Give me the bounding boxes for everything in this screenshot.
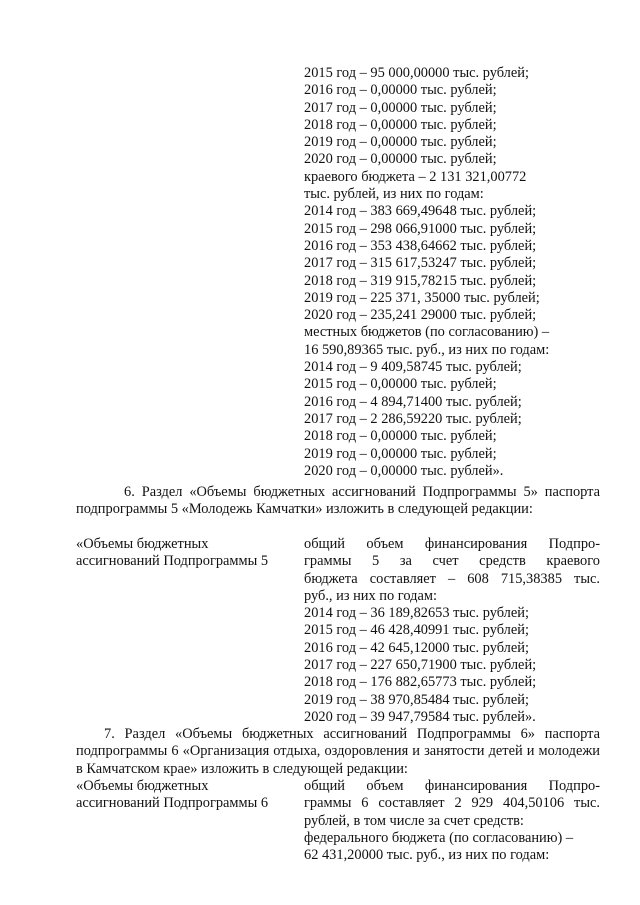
summary-line: бюджета составляет – 608 715,38385 тыс. [304,570,600,587]
summary-line: федерального бюджета (по согласованию) – [304,829,574,846]
label-line: «Объемы бюджетных [76,536,209,552]
list-line: 2016 год – 0,00000 тыс. рублей; [304,82,497,99]
section-7-label [76,778,296,813]
year-line: 2018 год – 176 882,65773 тыс. рублей; [304,674,537,691]
list-line: 2020 год – 235,241 29000 тыс. рублей; [304,307,537,324]
summary-line: общий объем финансирования Подпро- [304,778,600,794]
year-line: 2017 год – 227 650,71900 тыс. рублей; [304,657,537,674]
year-line: 2019 год – 38 970,85484 тыс. рублей; [304,691,529,708]
list-line: 2017 год – 315 617,53247 тыс. рублей; [304,255,537,272]
section-6-intro: 6. Раздел «Объемы бюджетных ассигнований Подпрограммы 5» паспорта подпрограммы 5 «Молодежь Камчатки» изложить в следующей редакции: [76,484,600,518]
summary-line: руб., из них по годам: [304,587,437,604]
list-line: 16 590,89365 тыс. руб., из них по годам: [304,341,550,358]
list-line: 2016 год – 4 894,71400 тыс. рублей; [304,393,522,410]
summary-line: рублей, в том числе за счет средств: [304,812,524,829]
label-line: ассигнований Подпрограммы 5 [76,553,269,570]
year-line: 2016 год – 42 645,12000 тыс. рублей; [304,639,529,656]
continued-funding-list [304,65,600,480]
list-line: 2016 год – 353 438,64662 тыс. рублей; [304,237,537,254]
section-6-label [76,536,296,571]
list-line: 2020 год – 0,00000 тыс. рублей; [304,151,497,168]
list-line: 2014 год – 9 409,58745 тыс. рублей; [304,359,522,376]
year-line: 2020 год – 39 947,79584 тыс. рублей». [304,708,536,725]
list-line: тыс. рублей, из них по годам: [304,186,484,203]
list-line: 2017 год – 0,00000 тыс. рублей; [304,99,497,116]
list-line: 2019 год – 225 371, 35000 тыс. рублей; [304,289,540,306]
label-line: «Объемы бюджетных [76,778,209,794]
summary-line: граммы 6 составляет 2 929 404,50106 тыс. [304,795,600,812]
list-line: 2018 год – 0,00000 тыс. рублей; [304,428,497,445]
summary-line: граммы 5 за счет средств краевого [304,553,600,570]
list-line: 2015 год – 95 000,00000 тыс. рублей; [304,65,529,81]
summary-line: общий объем финансирования Подпро- [304,536,600,552]
label-line: ассигнований Подпрограммы 6 [76,795,269,812]
list-line: 2015 год – 0,00000 тыс. рублей; [304,376,497,393]
list-line: 2020 год – 0,00000 тыс. рублей». [304,462,504,479]
section-6-funding [304,536,600,726]
section-7-intro: 7. Раздел «Объемы бюджетных ассигнований Подпрограммы 6» паспорта подпрограммы 6 «Организация отдыха, оздоровления и занятости детей и молодежи в Камчатском крае» изложить в следующей редакции: [76,726,600,777]
list-line: 2018 год – 0,00000 тыс. рублей; [304,116,497,133]
list-line: 2018 год – 319 915,78215 тыс. рублей; [304,272,537,289]
year-line: 2015 год – 46 428,40991 тыс. рублей; [304,622,529,639]
list-line: краевого бюджета – 2 131 321,00772 [304,168,527,185]
list-line: местных бюджетов (по согласованию) – [304,324,550,341]
section-7-funding [304,778,600,864]
list-line: 2017 год – 2 286,59220 тыс. рублей; [304,410,522,427]
summary-line: 62 431,20000 тыс. руб., из них по годам: [304,847,550,864]
list-line: 2015 год – 298 066,91000 тыс. рублей; [304,220,537,237]
list-line: 2019 год – 0,00000 тыс. рублей; [304,134,497,151]
list-line: 2019 год – 0,00000 тыс. рублей; [304,445,497,462]
year-line: 2014 год – 36 189,82653 тыс. рублей; [304,605,529,622]
list-line: 2014 год – 383 669,49648 тыс. рублей; [304,203,537,220]
